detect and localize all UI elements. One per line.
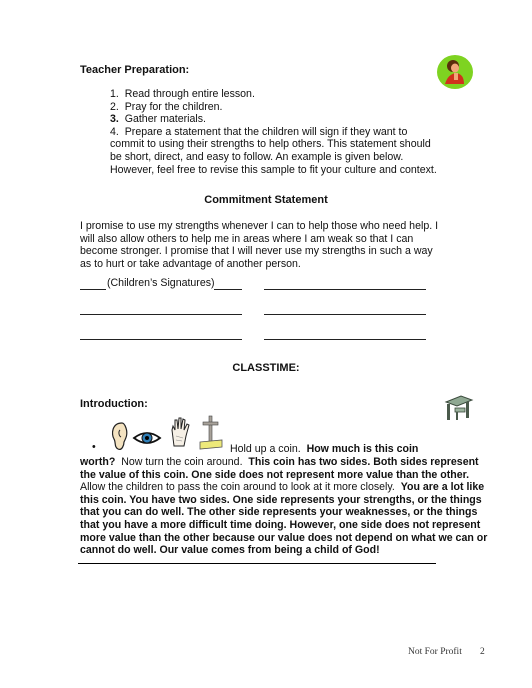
- signature-line: [80, 289, 106, 290]
- list-item-continuation: However, feel free to revise this sample to fit your culture and context.: [110, 163, 437, 176]
- intro-line: this coin. You have two sides. One side represents your strengths, or the things: [80, 493, 482, 506]
- teacher-prep-heading: Teacher Preparation:: [80, 64, 190, 76]
- signature-line: [214, 289, 242, 290]
- hand-icon: [168, 416, 192, 448]
- list-item: 3. Gather materials.: [110, 113, 206, 126]
- intro-line: that you have a more difficult time doing. However, one side does not represent: [80, 518, 481, 531]
- signature-line: [264, 314, 426, 315]
- intro-line: that you can do well. The other side represents your weaknesses, or the things: [80, 506, 478, 519]
- list-item: 2. Pray for the children.: [110, 100, 223, 113]
- commitment-heading: Commitment Statement: [204, 194, 328, 206]
- intro-line: the value of this coin. One side does not represent more value than the other.: [80, 468, 470, 481]
- footer-text: Not For Profit: [408, 647, 462, 657]
- intro-line: Allow the children to pass the coin around to look at it more closely. You are a lot like: [80, 481, 485, 494]
- intro-line-1: Hold up a coin. How much is this coin: [230, 443, 419, 455]
- signature-line: [80, 339, 242, 340]
- intro-line: cannot do well. Our value comes from being a child of God!: [80, 544, 380, 557]
- commitment-line: I promise to use my strengths whenever I can to help those who need help. I: [80, 220, 439, 232]
- commitment-line: become stronger. I promise that I will never use my strengths in such a way: [80, 245, 433, 258]
- commitment-text: [80, 220, 460, 270]
- page-number: 2: [480, 647, 485, 657]
- commitment-line: as to hurt or take advantage of another person.: [80, 257, 301, 270]
- child-praying-icon: [436, 54, 474, 90]
- list-item: 1. Read through entire lesson.: [110, 88, 255, 100]
- list-item-continuation: commit to using their strengths to help others. This statement should: [110, 138, 431, 151]
- commitment-line: will also allow others to help me in areas where I am weak so that I can: [80, 232, 414, 245]
- school-desk-icon: [443, 392, 475, 422]
- intro-line: more value than the other because our value does not depend on what we can or: [80, 531, 488, 544]
- divider: [78, 563, 436, 564]
- signature-line: [80, 314, 242, 315]
- classtime-heading: CLASSTIME:: [232, 362, 300, 374]
- bullet: •: [92, 441, 96, 453]
- prep-list: [110, 88, 440, 176]
- eye-icon: [132, 428, 162, 448]
- signature-label: (Children’s Signatures): [107, 277, 215, 289]
- signature-line: [264, 289, 426, 290]
- introduction-heading: Introduction:: [80, 398, 148, 410]
- cross-bible-icon: [198, 414, 224, 450]
- list-item-continuation: be short, direct, and easy to follow. An example is given below.: [110, 150, 404, 163]
- introduction-text: [80, 456, 488, 557]
- intro-line: worth? Now turn the coin around. This coin has two sides. Both sides represent: [80, 456, 479, 468]
- signature-line: [264, 339, 426, 340]
- list-item: 4. Prepare a statement that the children will sign if they want to: [110, 125, 408, 138]
- ear-icon: [108, 420, 130, 452]
